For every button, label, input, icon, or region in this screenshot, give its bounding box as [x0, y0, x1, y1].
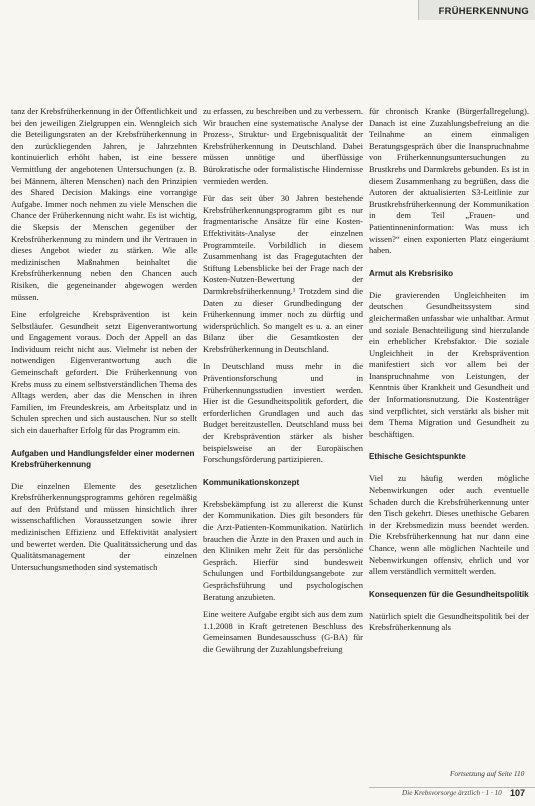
- section-title: FRÜHERKENNUNG: [438, 4, 529, 16]
- body-paragraph: Eine weitere Aufgabe ergibt sich aus dem zum 1.1.2008 in Kraft getretenen Beschluss des Gemeinsamen Bundesausschuss (G-BA) für die Gewährung der Zuzahlungsbefreiung: [203, 609, 363, 654]
- body-paragraph: Eine erfolgreiche Krebsprävention ist kein Selbstläufer. Gesundheit setzt Eigenverantwortung und Engagement voraus. Doch der Appell an das Individuum reicht nicht aus. Vielmehr ist neben der notwendigen Eigenverantwortung auch die Gemeinschaft gefordert. Die Früherkennung von Krebs muss zu einem selbstverständlichen Thema des Alltags werden, aber das die Menschen in ihren Familien, im Freundeskreis, am Arbeitsplatz und in Schulen sprechen und sich austauschen. Nur so stellt sich ein dauerhafter Erfolg für das Programm ein.: [11, 309, 197, 436]
- body-paragraph: Für das seit über 30 Jahren bestehende Krebsfrüherkennungsprogramm gibt es nur fragmentarische Ansätze für eine Kosten-Effektivitäts-Analyse der einzelnen Programmteile. Vorbildlich in diesem Zusammenhang ist das Fragegutachten der Stiftung Lebensblicke bei der Frage nach der Kosten-Nutzen-Bewertung der Darmkrebsfrüherkennung.¹ Trotzdem sind die Daten zu dieser Grundbedingung der Früherkennung immer noch zu dürftig und widersprüchlich. So mangelt es u. a. an einer Bilanz über die Gesamtkosten der Krebsfrüherkennung in Deutschland.: [203, 193, 363, 354]
- footer-journal: Die Krebsvorsorge ärztlich · 1 · 10: [402, 789, 502, 797]
- section-heading: Kommunikationskonzept: [203, 477, 300, 487]
- body-paragraph: tanz der Krebsfrüherkennung in der Öffentlichkeit und bei den jeweiligen Zielgruppen ein. Wenngleich sich die Beteiligungsraten an der Krebsfrüherkennung in den zurückliegenden Jahren, je Jahrzehnten kontinuierlich erhöht haben, ist eine bessere Vermittlung der angebotenen Untersuchungen (z. B. bei Männern, älteren Menschen) nach den Prinzipien des Shared Decision Makings eine vorrangige Aufgabe. Immer noch nehmen zu viele Menschen die Chance der Früherkennung nicht wahr. Es ist wichtig, die Skepsis der Menschen gegenüber der Krebsfrüherkennung zu mindern und ihr Vertrauen in dieses Angebot wieder zu stärken. Wie alle medizinischen Maßnahmen beinhaltet die Krebsfrüherkennung neben den Chancen auch Risiken, die gegeneinander abgewogen werden müssen.: [11, 106, 197, 302]
- article-column-2: [203, 106, 363, 776]
- continued-note: Fortsetzung auf Seite 110: [450, 769, 525, 778]
- section-heading: Aufgaben und Handlungsfelder einer modernen Krebsfrüherkennung: [11, 448, 195, 469]
- article-column-1: [11, 106, 197, 776]
- body-paragraph: Viel zu häufig werden mögliche Nebenwirkungen oder auch eventuelle Schaden durch die Krebsfrüherkennung unter den Tisch gekehrt. Dieses unethische Gebaren in der Krebsmedizin muss beendet werden. Die Krebsfrüherkennung hat nur dann eine Chance, wenn alle möglichen Nachteile und Nebenwirkungen offensiv, ehrlich und vor allem verständlich vermittelt werden.: [369, 473, 529, 577]
- body-paragraph: zu erfassen, zu beschreiben und zu verbessern. Wir brauchen eine systematische Analyse der Prozess-, Struktur- und Ergebnisqualität der Krebsfrüherkennung in Deutschland. Dabei müssen unnötige und überflüssige Bürokratische oder formalistische Hindernisse vermieden werden.: [203, 106, 363, 186]
- section-heading: Armut als Krebsrisiko: [369, 268, 454, 278]
- body-paragraph: für chronisch Kranke (Bürgerfallregelung). Danach ist eine Zuzahlungsbefreiung an die Teilnahme an einem einmaligen Beratungsgespräch über die Inanspruchnahme von Früherkennungsuntersuchungen zu Brustkrebs und Darmkrebs gebunden. Es ist in diesem Zusammenhang zu begrüßen, dass die Autoren der aktualisierten S3-Leitlinie zur Brustkrebsfrüherkennung der Kommunikation in dem Teil „Frauen- und Patientinneninformation: Was muss ich wissen?“ einen exponierten Platz eingeräumt haben.: [369, 106, 529, 256]
- body-paragraph: Krebsbekämpfung ist zu allererst die Kunst der Kommunikation. Dies gilt besonders für die Arzt-Patienten-Kommunikation. Natürlich brauchen die Ärzte in den Praxen und auch in den Kliniken mehr Zeit für das persönliche Gespräch. Hierfür sind bundesweit Schulungen und Fortbildungsangebote zur Gesprächsführung und psychologischen Beratung anzubieten.: [203, 498, 363, 602]
- body-paragraph: Natürlich spielt die Gesundheitspolitik bei der Krebsfrüherkennung als: [369, 610, 529, 633]
- section-header-bar: [418, 0, 535, 20]
- body-paragraph: Die einzelnen Elemente des gesetzlichen Krebsfrüherkennungsprogramms gehören regelmäßig auf den Prüfstand und müssen hinsichtlich ihrer wissenschaftlichen Voraussetzungen sowie ihrer medizinischen Effizienz und Effektivität analysiert und bewertet werden. Die Qualitätssicherung und das Qualitätsmanagement der einzelnen Untersuchungsmethoden sind systematisch: [11, 480, 197, 572]
- section-heading: Ethische Gesichtspunkte: [369, 452, 466, 462]
- page-number: 107: [510, 788, 526, 798]
- body-paragraph: Die gravierenden Ungleichheiten im deutschen Gesundheitssystem sind gleichermaßen unfassbar wie unhaltbar. Armut und soziale Benachteiligung sind hierzulande ein erheblicher Krebsfaktor. Die soziale Ungleichheit in der Krebsprävention manifestiert sich vor allem bei der Inanspruchnahme von Leistungen, der Kenntnis über Krankheit und Gesundheit und der Informationsnutzung. Die Kostenträger sind verpflichtet, sich verstärkt als bisher mit dem Thema Migration und Gesundheit zu beschäftigen.: [369, 289, 529, 439]
- article-column-3: [369, 106, 529, 776]
- section-heading: Konsequenzen für die Gesundheitspolitik: [369, 589, 529, 599]
- body-paragraph: In Deutschland muss mehr in die Präventionsforschung und in Früherkennungsstudien investiert werden. Hier ist die Gesundheitspolitik gefordert, die erforderlichen Grundlagen und auch das Budget bereitzustellen. Deutschland muss bei der Krebsprävention stärker als bisher beispielsweise an der Europäischen Forschungsförderung partizipieren.: [203, 361, 363, 465]
